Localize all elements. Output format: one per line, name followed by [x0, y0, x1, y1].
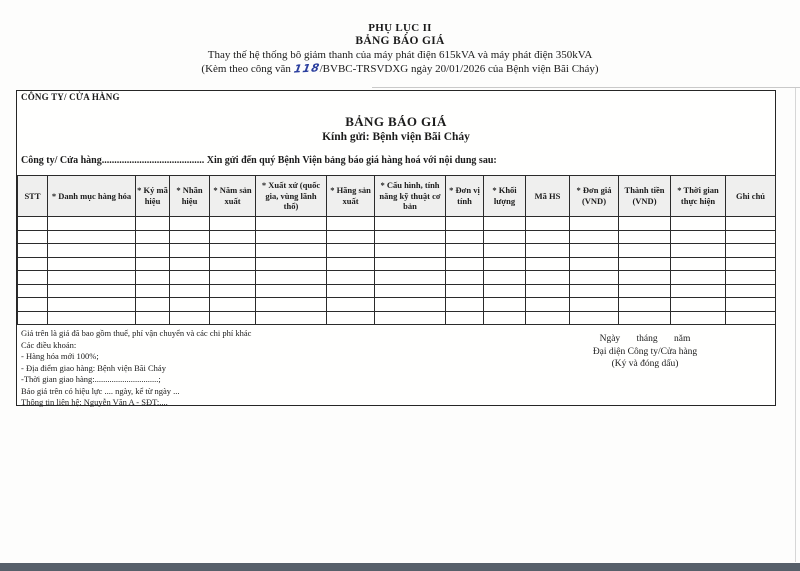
table-body [18, 217, 776, 325]
table-row [18, 257, 776, 271]
signature-sign-note: (Ký và đóng dấu) [611, 359, 679, 369]
empty-cell [170, 230, 210, 244]
terms-note-line: Các điều khoản: [21, 339, 77, 350]
empty-cell [210, 271, 256, 285]
empty-cell [256, 257, 327, 271]
empty-cell [256, 271, 327, 285]
reference-line [0, 62, 800, 76]
empty-cell [210, 311, 256, 325]
terms-note-line: Thông tin liên hệ: Nguyễn Văn A - SĐT:.... [21, 397, 168, 407]
empty-cell [375, 230, 446, 244]
empty-cell [484, 244, 526, 258]
empty-cell [170, 298, 210, 312]
column-header: * Khối lượng [484, 176, 526, 217]
empty-cell [170, 284, 210, 298]
company-label: CÔNG TY/ CỬA HÀNG [21, 92, 120, 102]
empty-cell [327, 244, 375, 258]
empty-cell [726, 244, 776, 258]
empty-cell [375, 311, 446, 325]
empty-cell [256, 230, 327, 244]
table-row [18, 311, 776, 325]
empty-cell [18, 217, 48, 231]
table-header-row [18, 176, 776, 217]
empty-cell [210, 244, 256, 258]
column-header: * Đơn vị tính [446, 176, 484, 217]
column-header: * Xuất xứ (quốc gia, vùng lãnh thổ) [256, 176, 327, 217]
empty-cell [170, 244, 210, 258]
appendix-title: PHỤ LỤC II [368, 22, 432, 34]
empty-cell [526, 230, 570, 244]
empty-cell [726, 284, 776, 298]
empty-cell [726, 271, 776, 285]
signature-date-line: Ngày tháng năm [599, 334, 691, 344]
empty-cell [726, 311, 776, 325]
empty-cell [446, 217, 484, 231]
empty-cell [18, 284, 48, 298]
empty-cell [526, 271, 570, 285]
empty-cell [210, 284, 256, 298]
empty-cell [375, 284, 446, 298]
empty-cell [671, 311, 726, 325]
empty-cell [619, 230, 671, 244]
empty-cell [619, 271, 671, 285]
table-row [18, 230, 776, 244]
empty-cell [136, 284, 170, 298]
empty-cell [327, 311, 375, 325]
empty-cell [170, 217, 210, 231]
empty-cell [375, 271, 446, 285]
empty-cell [48, 217, 136, 231]
empty-cell [484, 257, 526, 271]
empty-cell [48, 271, 136, 285]
empty-cell [671, 217, 726, 231]
empty-cell [726, 217, 776, 231]
empty-cell [48, 311, 136, 325]
empty-cell [375, 217, 446, 231]
empty-cell [619, 284, 671, 298]
quotation-form-box [16, 90, 776, 406]
reference-prefix: (Kèm theo công văn [201, 63, 294, 75]
empty-cell [570, 244, 619, 258]
empty-cell [136, 230, 170, 244]
empty-cell [210, 298, 256, 312]
column-header: Thành tiền (VND) [619, 176, 671, 217]
empty-cell [327, 271, 375, 285]
form-footer [17, 325, 775, 409]
empty-cell [48, 257, 136, 271]
empty-cell [18, 298, 48, 312]
empty-cell [671, 298, 726, 312]
empty-cell [446, 271, 484, 285]
column-header: * Đơn giá (VND) [570, 176, 619, 217]
empty-cell [570, 230, 619, 244]
empty-cell [526, 257, 570, 271]
empty-cell [671, 271, 726, 285]
empty-cell [619, 298, 671, 312]
terms-note-line: - Hàng hóa mới 100%; [21, 351, 99, 361]
empty-cell [210, 217, 256, 231]
empty-cell [375, 257, 446, 271]
empty-cell [570, 271, 619, 285]
empty-cell [170, 311, 210, 325]
empty-cell [671, 284, 726, 298]
empty-cell [526, 217, 570, 231]
column-header: Mã HS [526, 176, 570, 217]
empty-cell [136, 257, 170, 271]
empty-cell [18, 230, 48, 244]
empty-cell [18, 244, 48, 258]
scan-edge-bottom-bar [0, 563, 800, 571]
scan-edge-right [795, 88, 796, 562]
empty-cell [446, 230, 484, 244]
table-row [18, 271, 776, 285]
empty-cell [671, 230, 726, 244]
form-title: BẢNG BÁO GIÁ [345, 114, 447, 129]
empty-cell [619, 217, 671, 231]
empty-cell [136, 244, 170, 258]
empty-cell [170, 257, 210, 271]
empty-cell [484, 284, 526, 298]
empty-cell [375, 244, 446, 258]
empty-cell [256, 284, 327, 298]
empty-cell [446, 257, 484, 271]
empty-cell [18, 271, 48, 285]
empty-cell [446, 298, 484, 312]
empty-cell [48, 284, 136, 298]
empty-cell [671, 257, 726, 271]
empty-cell [526, 311, 570, 325]
empty-cell [726, 230, 776, 244]
empty-cell [256, 244, 327, 258]
column-header: * Nhãn hiệu [170, 176, 210, 217]
empty-cell [446, 244, 484, 258]
form-recipient: Kính gửi: Bệnh viện Bãi Cháy [322, 131, 470, 143]
empty-cell [671, 244, 726, 258]
signature-block [525, 325, 775, 371]
empty-cell [526, 298, 570, 312]
table-row [18, 284, 776, 298]
empty-cell [484, 271, 526, 285]
table-row [18, 244, 776, 258]
empty-cell [484, 311, 526, 325]
column-header: STT [18, 176, 48, 217]
empty-cell [136, 271, 170, 285]
empty-cell [18, 311, 48, 325]
column-header: * Năm sản xuất [210, 176, 256, 217]
empty-cell [570, 311, 619, 325]
empty-cell [327, 284, 375, 298]
empty-cell [484, 217, 526, 231]
empty-cell [619, 244, 671, 258]
empty-cell [619, 257, 671, 271]
empty-cell [48, 298, 136, 312]
empty-cell [484, 298, 526, 312]
column-header: * Thời gian thực hiện [671, 176, 726, 217]
document-header [0, 22, 800, 76]
empty-cell [327, 230, 375, 244]
scan-edge-top [372, 87, 800, 88]
empty-cell [136, 298, 170, 312]
empty-cell [327, 257, 375, 271]
terms-note-line: - Địa điểm giao hàng: Bệnh viện Bãi Cháy [21, 362, 166, 373]
empty-cell [446, 311, 484, 325]
table-row [18, 217, 776, 231]
table-row [18, 298, 776, 312]
empty-cell [256, 298, 327, 312]
empty-cell [526, 284, 570, 298]
form-intro-line: Công ty/ Cửa hàng......................................... Xin gửi đến quý Bệnh Viện bảng báo giá hàng hoá với nội dung sau: [21, 155, 497, 166]
empty-cell [619, 311, 671, 325]
empty-cell [570, 298, 619, 312]
column-header: * Danh mục hàng hóa [48, 176, 136, 217]
terms-notes [17, 325, 251, 409]
empty-cell [170, 271, 210, 285]
empty-cell [726, 298, 776, 312]
column-header: * Cấu hình, tính năng kỹ thuật cơ bản [375, 176, 446, 217]
empty-cell [570, 284, 619, 298]
signature-representative: Đại diện Công ty/Cửa hàng [592, 346, 698, 357]
empty-cell [48, 244, 136, 258]
reference-number-handwritten: 118 [292, 61, 321, 76]
terms-note-line: Giá trên là giá đã bao gồm thuế, phí vận chuyển và các chi phí khác [21, 328, 252, 338]
empty-cell [570, 257, 619, 271]
empty-cell [48, 230, 136, 244]
empty-cell [526, 244, 570, 258]
empty-cell [18, 257, 48, 271]
empty-cell [136, 217, 170, 231]
empty-cell [570, 217, 619, 231]
empty-cell [375, 298, 446, 312]
column-header: Ghi chú [726, 176, 776, 217]
document-subtitle: Thay thế hệ thống bô giảm thanh của máy phát điện 615kVA và máy phát điện 350kVA [207, 49, 593, 61]
empty-cell [327, 298, 375, 312]
empty-cell [726, 257, 776, 271]
terms-note-line: -Thời gian giao hàng:..............................; [21, 374, 161, 384]
quotation-table [17, 175, 776, 325]
document-title: BẢNG BÁO GIÁ [355, 35, 445, 47]
column-header: * Ký mã hiệu [136, 176, 170, 217]
column-header: * Hãng sản xuất [327, 176, 375, 217]
empty-cell [484, 230, 526, 244]
empty-cell [136, 311, 170, 325]
empty-cell [327, 217, 375, 231]
reference-suffix: /BVBC-TRSVDXG ngày 20/01/2026 của Bệnh viện Bãi Cháy) [319, 63, 599, 75]
terms-note-line: Báo giá trên có hiệu lực .... ngày, kể từ ngày ... [21, 385, 180, 396]
empty-cell [256, 217, 327, 231]
empty-cell [210, 257, 256, 271]
empty-cell [210, 230, 256, 244]
empty-cell [256, 311, 327, 325]
empty-cell [446, 284, 484, 298]
